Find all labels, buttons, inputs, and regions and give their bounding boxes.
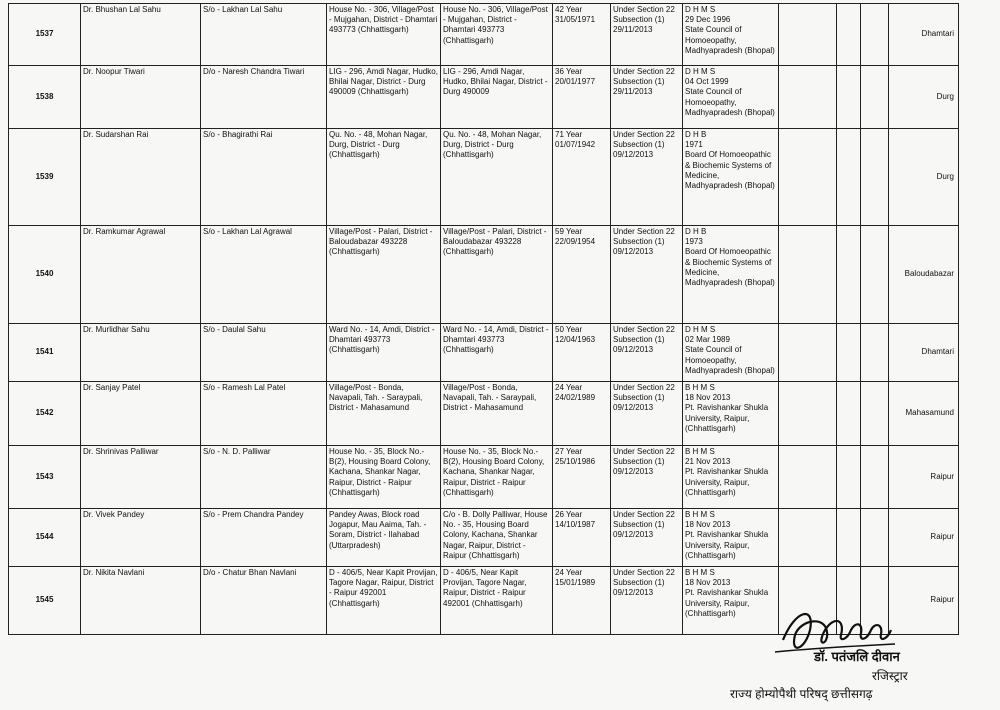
blank-cell-1 [779,4,837,66]
blank-cell-2 [837,226,861,324]
age-dob: 24 Year 15/01/1989 [553,567,611,635]
permanent-address: House No. - 306, Village/Post - Mujgahan, District - Dhamtari 493773 (Chhattisgarh) [327,4,441,66]
signatory-name: डॉ. पतंजलि दीवान [814,649,900,664]
blank-cell-1 [779,509,837,567]
qualification: B H M S 18 Nov 2013 Pt. Ravishankar Shukla University, Raipur, (Chhattisgarh) [683,509,779,567]
blank-cell-2 [837,446,861,509]
correspondence-address: Village/Post - Palari, District - Baloudabazar 493228 (Chhattisgarh) [441,226,553,324]
blank-cell-3 [861,4,889,66]
qualification: B H M S 18 Nov 2013 Pt. Ravishankar Shukla University, Raipur, (Chhattisgarh) [683,567,779,635]
qualification: D H B 1973 Board Of Homoeopathic & Biochemic Systems of Medicine, Madhyapradesh (Bhopal) [683,226,779,324]
qualification: B H M S 18 Nov 2013 Pt. Ravishankar Shukla University, Raipur, (Chhattisgarh) [683,382,779,446]
blank-cell-1 [779,382,837,446]
correspondence-address: C/o - B. Dolly Palliwar, House No. - 35, Housing Board Colony, Kachana, Shankar Nagar, Raipur, District - Raipur (Chhattisgarh) [441,509,553,567]
doctor-name: Dr. Murlidhar Sahu [81,324,201,382]
registration-section: Under Section 22 Subsection (1) 09/12/2013 [611,129,683,226]
district: Durg [889,129,959,226]
table-row [9,509,959,567]
qualification: D H M S 29 Dec 1996 State Council of Homoeopathy, Madhyapradesh (Bhopal) [683,4,779,66]
table-row [9,226,959,324]
district: Raipur [889,509,959,567]
age-dob: 26 Year 14/10/1987 [553,509,611,567]
age-dob: 27 Year 25/10/1986 [553,446,611,509]
relation-name: D/o - Chatur Bhan Navlani [201,567,327,635]
serial-number: 1544 [9,509,81,567]
blank-cell-3 [861,226,889,324]
relation-name: S/o - Bhagirathi Rai [201,129,327,226]
registration-section: Under Section 22 Subsection (1) 09/12/2013 [611,324,683,382]
permanent-address: Pandey Awas, Block road Jogapur, Mau Aaima, Tah. - Soram, District - Ilahabad (Uttarpradesh) [327,509,441,567]
qualification: D H M S 02 Mar 1989 State Council of Homoeopathy, Madhyapradesh (Bhopal) [683,324,779,382]
blank-cell-3 [861,129,889,226]
registration-section: Under Section 22 Subsection (1) 09/12/2013 [611,567,683,635]
age-dob: 50 Year 12/04/1963 [553,324,611,382]
serial-number: 1543 [9,446,81,509]
district: Durg [889,66,959,129]
blank-cell-3 [861,509,889,567]
blank-cell-2 [837,509,861,567]
relation-name: S/o - Lakhan Lal Agrawal [201,226,327,324]
relation-name: S/o - N. D. Palliwar [201,446,327,509]
correspondence-address: LIG - 296, Amdi Nagar, Hudko, Bhilai Nagar, District - Durg 490009 [441,66,553,129]
blank-cell-2 [837,382,861,446]
serial-number: 1545 [9,567,81,635]
relation-name: S/o - Daulal Sahu [201,324,327,382]
doctor-name: Dr. Bhushan Lal Sahu [81,4,201,66]
registration-section: Under Section 22 Subsection (1) 09/12/2013 [611,509,683,567]
blank-cell-1 [779,324,837,382]
blank-cell-2 [837,66,861,129]
serial-number: 1538 [9,66,81,129]
correspondence-address: Qu. No. - 48, Mohan Nagar, Durg, District - Durg (Chhattisgarh) [441,129,553,226]
blank-cell-1 [779,129,837,226]
age-dob: 42 Year 31/05/1971 [553,4,611,66]
correspondence-address: House No. - 35, Block No.- B(2), Housing Board Colony, Kachana, Shankar Nagar, Raipur, District - Raipur (Chhattisgarh) [441,446,553,509]
blank-cell-1 [779,446,837,509]
correspondence-address: D - 406/5, Near Kapit Provijan, Tagore Nagar, Raipur, District - Raipur 492001 (Chhattisgarh) [441,567,553,635]
permanent-address: Qu. No. - 48, Mohan Nagar, Durg, District - Durg (Chhattisgarh) [327,129,441,226]
registration-section: Under Section 22 Subsection (1) 09/12/2013 [611,382,683,446]
serial-number: 1539 [9,129,81,226]
blank-cell-2 [837,129,861,226]
doctor-name: Dr. Shrinivas Palliwar [81,446,201,509]
serial-number: 1542 [9,382,81,446]
blank-cell-2 [837,4,861,66]
signatory-role: रजिस्ट्रार [872,669,908,683]
doctor-name: Dr. Ramkumar Agrawal [81,226,201,324]
registration-section: Under Section 22 Subsection (1) 09/12/2013 [611,446,683,509]
relation-name: D/o - Naresh Chandra Tiwari [201,66,327,129]
qualification: D H B 1971 Board Of Homoeopathic & Biochemic Systems of Medicine, Madhyapradesh (Bhopal) [683,129,779,226]
table-row [9,446,959,509]
blank-cell-1 [779,226,837,324]
relation-name: S/o - Prem Chandra Pandey [201,509,327,567]
relation-name: S/o - Ramesh Lal Patel [201,382,327,446]
serial-number: 1540 [9,226,81,324]
qualification: B H M S 21 Nov 2013 Pt. Ravishankar Shukla University, Raipur, (Chhattisgarh) [683,446,779,509]
district: Baloudabazar [889,226,959,324]
correspondence-address: House No. - 306, Village/Post - Mujgahan, District - Dhamtari 493773 (Chhattisgarh) [441,4,553,66]
blank-cell-3 [861,446,889,509]
permanent-address: House No. - 35, Block No.- B(2), Housing Board Colony, Kachana, Shankar Nagar, Raipur, District - Raipur (Chhattisgarh) [327,446,441,509]
register-table [8,3,959,635]
district: Raipur [889,567,959,635]
doctor-name: Dr. Noopur Tiwari [81,66,201,129]
permanent-address: Village/Post - Palari, District - Baloudabazar 493228 (Chhattisgarh) [327,226,441,324]
doctor-name: Dr. Vivek Pandey [81,509,201,567]
permanent-address: Village/Post - Bonda, Navapali, Tah. - Saraypali, District - Mahasamund [327,382,441,446]
blank-cell-3 [861,324,889,382]
permanent-address: D - 406/5, Near Kapit Provijan, Tagore Nagar, Raipur, District - Raipur 492001 (Chhattisgarh) [327,567,441,635]
table-row [9,66,959,129]
table-row [9,129,959,226]
registration-section: Under Section 22 Subsection (1) 29/11/2013 [611,4,683,66]
blank-cell-2 [837,324,861,382]
permanent-address: LIG - 296, Amdi Nagar, Hudko, Bhilai Nagar, District - Durg 490009 (Chhattisgarh) [327,66,441,129]
district: Dhamtari [889,4,959,66]
relation-name: S/o - Lakhan Lal Sahu [201,4,327,66]
district: Mahasamund [889,382,959,446]
doctor-name: Dr. Sudarshan Rai [81,129,201,226]
district: Dhamtari [889,324,959,382]
doctor-name: Dr. Nikita Navlani [81,567,201,635]
blank-cell-1 [779,66,837,129]
permanent-address: Ward No. - 14, Amdi, District - Dhamtari 493773 (Chhattisgarh) [327,324,441,382]
table-row [9,382,959,446]
age-dob: 71 Year 01/07/1942 [553,129,611,226]
signatory-organization: राज्य होम्योपैथी परिषद् छत्तीसगढ़ [730,687,873,701]
district: Raipur [889,446,959,509]
qualification: D H M S 04 Oct 1999 State Council of Homoeopathy, Madhyapradesh (Bhopal) [683,66,779,129]
table-row [9,4,959,66]
registration-section: Under Section 22 Subsection (1) 09/12/2013 [611,226,683,324]
serial-number: 1537 [9,4,81,66]
blank-cell-3 [861,66,889,129]
correspondence-address: Village/Post - Bonda, Navapali, Tah. - Saraypali, District - Mahasamund [441,382,553,446]
table-row [9,324,959,382]
serial-number: 1541 [9,324,81,382]
age-dob: 36 Year 20/01/1977 [553,66,611,129]
age-dob: 24 Year 24/02/1989 [553,382,611,446]
age-dob: 59 Year 22/09/1954 [553,226,611,324]
blank-cell-3 [861,382,889,446]
doctor-name: Dr. Sanjay Patel [81,382,201,446]
correspondence-address: Ward No. - 14, Amdi, District - Dhamtari 493773 (Chhattisgarh) [441,324,553,382]
registration-section: Under Section 22 Subsection (1) 29/11/2013 [611,66,683,129]
